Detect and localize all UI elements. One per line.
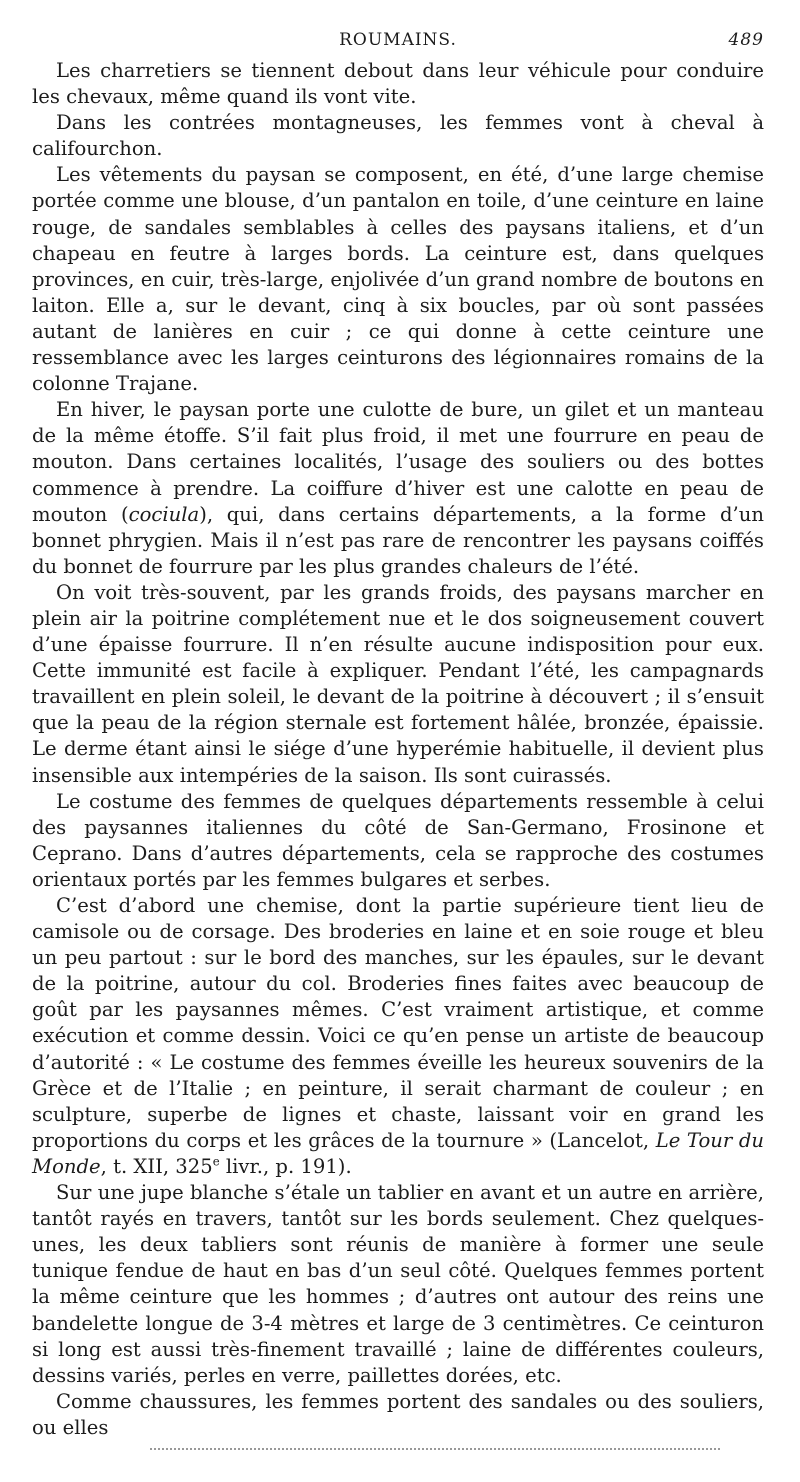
- footer-rule: [150, 1448, 720, 1450]
- running-head: [32, 30, 764, 58]
- body-text: [32, 58, 764, 1441]
- paragraph: Dans les contrées montagneuses, les femmes vont à cheval à califourchon.: [32, 111, 764, 161]
- superscript: e: [212, 1154, 220, 1169]
- running-title: ROUMAINS.: [339, 30, 457, 50]
- paragraph: Sur une jupe blanche s’étale un tablier en avant et un autre en arrière, tantôt rayés en travers, tantôt sur les bords seulement. Chez quelques-unes, les deux tabliers sont réunis de manière à former une seule tunique fendue de haut en bas d’un seul côté. Quelques femmes portent la même ceinture que les hommes ; d’autres ont autour des reins une bandelette longue de 3-4 mètres et large de 3 centimètres. Ce ceinturon si long est aussi très-finement travaillé ; laine de différentes couleurs, dessins variés, perles en verre, paillettes dorées, etc.: [32, 1181, 764, 1387]
- italic-term: cociula: [128, 502, 200, 526]
- paragraph: Comme chaussures, les femmes portent des sandales ou des souliers, ou elles: [32, 1389, 764, 1439]
- paragraph: Le costume des femmes de quelques départements ressemble à celui des paysannes italiennes du côté de San-Germano, Frosinone et Ceprano. Dans d’autres départements, cela se rapproche des costumes orientaux portés par les femmes bulgares et serbes.: [32, 789, 764, 891]
- paragraph: En hiver, le paysan porte une culotte de bure, un gilet et un manteau de la même étoffe. S’il fait plus froid, il met une fourrure en peau de mouton. Dans certaines localités, l’usage des souliers ou des bottes commence à prendre. La coiffure d’hiver est une calotte en peau de mouton (cociula), qui, dans certains départements, a la forme d’un bonnet phrygien. Mais il n’est pas rare de rencontrer les paysans coiffés du bonnet de fourrure par les plus grandes chaleurs de l’été.: [32, 398, 764, 578]
- paragraph: On voit très-souvent, par les grands froids, des paysans marcher en plein air la poitrine complétement nue et le dos soigneusement couvert d’une épaisse fourrure. Il n’en résulte aucune indisposition pour eux. Cette immunité est facile à expliquer. Pendant l’été, les campagnards travaillent en plein soleil, le devant de la poitrine à découvert ; il s’ensuit que la peau de la région sternale est fortement hâlée, bronzée, épaissie. Le derme étant ainsi le siége d’une hyperémie habituelle, il devient plus insensible aux intempéries de la saison. Ils sont cuirassés.: [32, 580, 764, 787]
- page-number: 489: [728, 30, 764, 50]
- paragraph: Les vêtements du paysan se composent, en été, d’une large chemise portée comme une blouse, d’un pantalon en toile, d’une ceinture en laine rouge, de sandales semblables à celles des paysans italiens, et d’un chapeau en feutre à larges bords. La ceinture est, dans quelques provinces, en cuir, très-large, enjolivée d’un grand nombre de boutons en laiton. Elle a, sur le devant, cinq à six boucles, par où sont passées autant de lanières en cuir ; ce qui donne à cette ceinture une ressemblance avec les larges ceinturons des légionnaires romains de la colonne Trajane.: [32, 163, 764, 396]
- paragraph: Les charretiers se tiennent debout dans leur véhicule pour conduire les chevaux, même quand ils vont vite.: [32, 59, 764, 109]
- paragraph: C’est d’abord une chemise, dont la partie supérieure tient lieu de camisole ou de corsage. Des broderies en laine et en soie rouge et bleu un peu partout : sur le bord des manches, sur les épaules, sur le devant de la poitrine, autour du col. Broderies fines faites avec beaucoup de goût par les paysannes mêmes. C’est vraiment artistique, et comme exécution et comme dessin. Voici ce qu’en pense un artiste de beaucoup d’autorité : « Le costume des femmes éveille les heureux souvenirs de la Grèce et de l’Italie ; en peinture, il serait charmant de couleur ; en sculpture, superbe de lignes et chaste, laissant voir en grand les proportions du corps et les grâces de la tournure » (Lancelot, Le Tour du Monde, t. XII, 325e livr., p. 191).: [32, 894, 764, 1178]
- page: [32, 30, 764, 1441]
- italic-title: Le Tour du Monde: [32, 1128, 764, 1178]
